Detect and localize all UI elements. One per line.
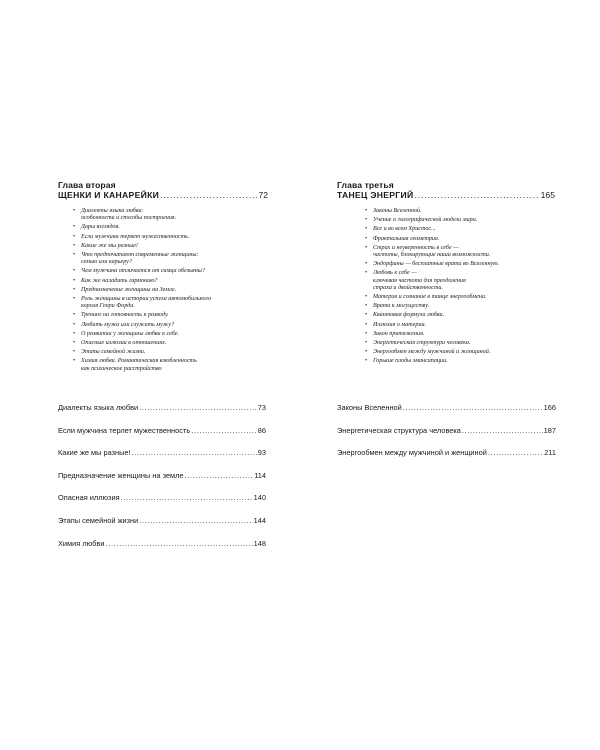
toc-entry-title: Химия любви — [58, 538, 105, 548]
topic-item: • Страх и неуверенность в себе — частоты, блокирующие наши возможности. — [365, 245, 555, 259]
right-chapter-page: 165 — [540, 190, 555, 200]
topic-item: • Горькие плоды эмансипации. — [365, 358, 555, 365]
toc-entry-page: 114 — [254, 470, 266, 480]
left-toc-entries — [58, 403, 266, 548]
toc-entry-title: Диалекты языка любви — [58, 403, 139, 412]
toc-entry-page: 93 — [257, 448, 266, 458]
right-chapter-heading[interactable] — [337, 190, 555, 200]
topic-item: • Квантовая формула любви. — [365, 312, 555, 319]
topic-item: • Закон притяжения. — [365, 331, 555, 338]
left-chapter-topics — [58, 208, 268, 373]
left-chapter — [58, 180, 268, 375]
topic-item: • Предназначение женщины на Земле. — [73, 287, 268, 294]
leader-dots — [185, 471, 254, 480]
toc-entry[interactable] — [58, 426, 266, 435]
leader-dots — [414, 190, 539, 200]
topic-item: • Материя и сознание в танце энергообмена. — [365, 294, 555, 301]
topic-item: • Диалекты языка любви: особенности и способы построения. — [73, 208, 268, 222]
toc-entry-title: Опасная иллюзия — [58, 493, 120, 503]
topic-item: • Любовь к себе — ключевая частота для преодоления страха и двойственности. — [365, 270, 555, 292]
leader-dots — [139, 516, 252, 525]
toc-entry[interactable] — [58, 516, 266, 525]
toc-entry-title: Если мужчина терлет мужественность — [58, 425, 191, 435]
right-toc-entries — [337, 403, 556, 457]
right-chapter-title: ТАНЕЦ ЭНЕРГИЙ — [337, 190, 414, 200]
topic-item: • Химия любви. Романтическая влюбленность как психическое расстройство — [73, 358, 268, 372]
toc-entry[interactable] — [58, 403, 266, 412]
topic-item: • Чем мужчина отличается от самца обезьяны? — [73, 268, 268, 275]
leader-dots — [488, 448, 543, 457]
toc-entry[interactable] — [58, 471, 266, 480]
topic-item: • Врата к могуществу. — [365, 303, 555, 310]
topic-item: • Дары взглядов. — [73, 224, 268, 231]
leader-dots — [462, 426, 543, 435]
toc-entry[interactable] — [337, 426, 556, 435]
leader-dots — [105, 539, 252, 548]
topic-item: • Как же наладить гармонию? — [73, 278, 268, 285]
toc-entry[interactable] — [58, 539, 266, 548]
left-chapter-title: ЩЕНКИ И КАНАРЕЙКИ — [58, 190, 160, 200]
left-chapter-heading[interactable] — [58, 190, 268, 200]
leader-dots — [191, 426, 257, 435]
toc-entry-title: Энергетическая структура человека — [337, 425, 461, 435]
topic-item: • Все и во всем Христос... — [365, 226, 555, 233]
toc-entry-title: Какие же мы разные! — [58, 448, 131, 458]
leader-dots — [121, 493, 253, 502]
toc-entry-title: Энергообмен между мужчиной и женщиной — [337, 448, 487, 458]
topic-item: • Фрактальная геометрия. — [365, 236, 555, 243]
toc-entry-page: 166 — [543, 403, 556, 412]
toc-entry-page: 187 — [543, 425, 556, 435]
topic-item: • О развитии у женщины любви к себе. — [73, 331, 268, 338]
toc-entry-title: Этапы семейной жизни — [58, 515, 139, 525]
left-chapter-page: 72 — [258, 190, 268, 200]
toc-entry[interactable] — [337, 448, 556, 457]
leader-dots — [139, 403, 257, 412]
toc-entry-page: 211 — [544, 448, 556, 458]
toc-entry-page: 144 — [253, 515, 266, 525]
toc-entry[interactable] — [58, 493, 266, 502]
toc-entry-page: 148 — [253, 538, 266, 548]
leader-dots — [160, 190, 257, 200]
topic-item: • Законы Вселенной. — [365, 208, 555, 215]
toc-entry[interactable] — [58, 448, 266, 457]
topic-item: • Роль женщины в истории успеха автомобильного короля Генри Форда. — [73, 296, 268, 310]
right-chapter-topics — [337, 208, 555, 366]
left-chapter-label: Глава вторая — [58, 180, 116, 190]
leader-dots — [132, 448, 257, 457]
toc-entry-title: Предназначение женщины на земле — [58, 470, 184, 480]
leader-dots — [403, 403, 543, 412]
topic-item: • Энергетическая структура человека. — [365, 340, 555, 347]
topic-item: • Учение о голографической модели мира. — [365, 217, 555, 224]
toc-entry-page: 73 — [257, 403, 266, 412]
toc-entry-page: 140 — [253, 493, 266, 503]
topic-item: • Эндорфины — бесплатные врата во Вселенную. — [365, 261, 555, 268]
topic-item: • Любить мужа или служить мужу? — [73, 322, 268, 329]
right-chapter-label: Глава третья — [337, 180, 394, 190]
topic-item: • Энергообмен между мужчиной и женщиной. — [365, 349, 555, 356]
topic-item: • Какие же мы разные! — [73, 243, 268, 250]
toc-entry-title: Законы Вселенной — [337, 403, 402, 412]
right-chapter — [337, 180, 555, 368]
topic-item: • Тренинг на готовность к разводу. — [73, 312, 268, 319]
topic-item: • Опасные иллюзии в отношениях. — [73, 340, 268, 347]
topic-item: • Что предпочитают современные женщины: семью или карьеру? — [73, 252, 268, 266]
topic-item: • Иллюзия о материи. — [365, 322, 555, 329]
toc-entry[interactable] — [337, 403, 556, 412]
topic-item: • Этапы семейной жизни. — [73, 349, 268, 356]
topic-item: • Если мужчина теряет мужественность. — [73, 234, 268, 241]
toc-entry-page: 86 — [257, 425, 266, 435]
